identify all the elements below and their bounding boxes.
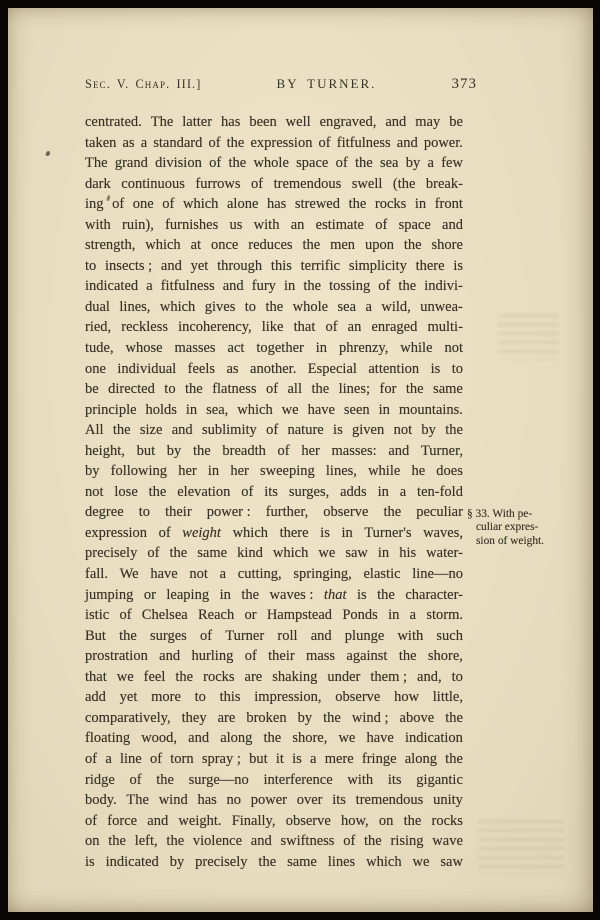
text-line: with ruin), furnishes us with an estimate of space and: [85, 216, 463, 233]
text-line: to insects ; and yet through this terrific simplicity there is: [85, 257, 463, 274]
text-line: is indicated by precisely the same lines which we saw: [85, 853, 463, 870]
text-line: ing of one of which alone has strewed the rocks in front: [85, 196, 463, 213]
text-line: of a line of torn spray ; but it is a mere fringe along the: [85, 750, 463, 767]
text-line: jumping or leaping in the waves : that is the character-: [85, 586, 463, 603]
page-header: [85, 76, 477, 93]
text-line: that we feel the rocks are shaking under them ; and, to: [85, 668, 463, 685]
bleedthrough-text-top: [498, 314, 558, 360]
text-line: All the size and sublimity of nature is given not by the: [85, 422, 463, 439]
section-label: Sec. V. Chap. III.]: [85, 77, 202, 91]
text-line: expression of weight which there is in Turner's waves,: [85, 524, 463, 541]
text-line: not lose the elevation of its surges, adds in a ten-fold: [85, 483, 463, 500]
text-line: ried, reckless incoherency, like that of an enraged multi-: [85, 319, 463, 336]
text-line: The grand division of the whole space of the sea by a few: [85, 155, 463, 172]
text-line: ridge of the surge—no interference with its gigantic: [85, 771, 463, 788]
margin-note: [467, 508, 563, 548]
text-line: taken as a standard of the expression of fitfulness and power.: [85, 134, 463, 151]
text-line: body. The wind has no power over its tremendous unity: [85, 792, 463, 809]
margin-note-line: § 33. With pe-: [467, 508, 533, 520]
text-line: comparatively, they are broken by the wind ; above the: [85, 709, 463, 726]
page-number: 373: [451, 76, 477, 92]
text-line: height, but by the breadth of her masses: and Turner,: [85, 442, 463, 459]
text-line: be directed to the flatness of all the lines; for the same: [85, 381, 463, 398]
margin-note-line: sion of weight.: [476, 534, 545, 547]
text-line: But the surges of Turner roll and plunge with such: [85, 627, 463, 644]
text-line: tude, whose masses act together in phrenzy, while not: [85, 340, 463, 357]
text-line: principle holds in sea, which we have seen in mountains.: [85, 401, 463, 418]
text-line: of force and weight. Finally, observe how, on the rocks: [85, 812, 463, 829]
text-line: one individual feels as another. Especial attention is to: [85, 360, 463, 377]
margin-note-line: culiar expres-: [476, 521, 539, 534]
text-line: by following her in her sweeping lines, while he does: [85, 463, 463, 480]
body-text: [85, 114, 463, 874]
text-line: istic of Chelsea Reach or Hampstead Ponds in a storm.: [85, 607, 463, 624]
text-line: precisely of the same kind which we saw in his water-: [85, 545, 463, 562]
text-line: degree to their power : further, observe the peculiar: [85, 504, 463, 521]
text-line: fall. We have not a cutting, springing, elastic line—no: [85, 566, 463, 583]
text-line: prostration and hurling of their mass against the shore,: [85, 648, 463, 665]
text-line: dark continuous furrows of tremendous swell (the break-: [85, 175, 463, 192]
text-line: floating wood, and along the shore, we have indication: [85, 730, 463, 747]
text-line: dual lines, which gives to the whole sea a wild, unwea-: [85, 298, 463, 315]
running-title: BY TURNER.: [276, 76, 377, 91]
scan-speck: [45, 150, 50, 156]
text-line: add yet more to this impression, observe how little,: [85, 689, 463, 706]
bleedthrough-text-bottom: [478, 820, 564, 875]
text-line: centrated. The latter has been well engraved, and may be: [85, 114, 463, 130]
book-page: [8, 8, 593, 912]
text-line: strength, which at once reduces the men upon the shore: [85, 237, 463, 254]
text-line: on the left, the violence and swiftness of the rising wave: [85, 833, 463, 850]
text-line: indicated a fitfulness and fury in the tossing of the indivi-: [85, 278, 463, 295]
